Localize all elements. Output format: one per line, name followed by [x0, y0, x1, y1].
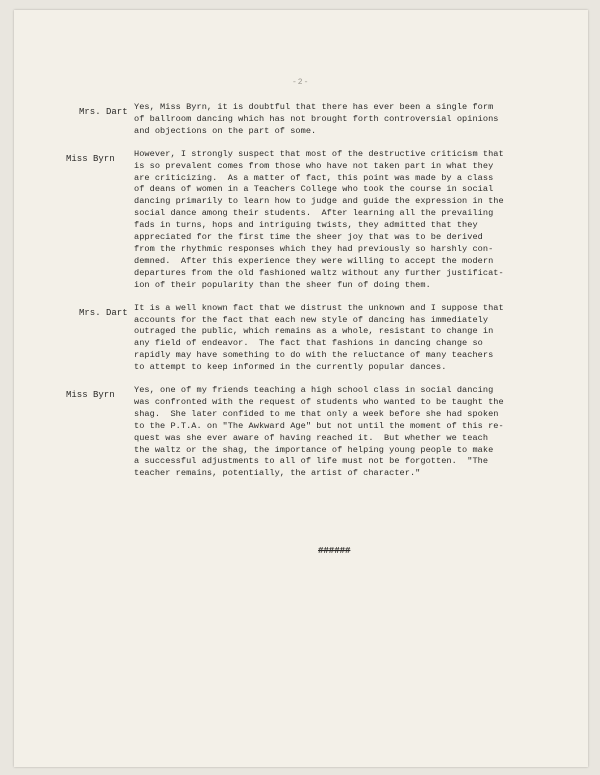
speech-text [134, 385, 578, 480]
speech-line: However, I strongly suspect that most of the destructive criticism that [134, 148, 504, 159]
end-mark: ###### [318, 546, 351, 556]
speech-line: was confronted with the request of students who wanted to be taught the [134, 396, 504, 407]
speech-line: the waltz or the shag, the importance of helping young people to make [134, 444, 494, 455]
speech-line: departures from the old fashioned waltz without any further justificat- [134, 267, 504, 278]
speaker-name: Miss Byrn [66, 153, 115, 164]
speech-line: to attempt to keep informed in the currently popular dances. [134, 362, 447, 373]
speech-line: a successful adjustments to all of life must not be forgotten. "The [134, 456, 489, 467]
page-number: -2- [292, 78, 310, 87]
speech-line: teacher remains, potentially, the artist of character." [134, 468, 421, 479]
speech-line: quest was she ever aware of having reached it. But whether we teach [134, 432, 489, 443]
dialogue-entry [66, 385, 578, 480]
speech-line: is so prevalent comes from those who have not taken part in what they [134, 160, 494, 171]
speaker-name: Miss Byrn [66, 390, 115, 401]
speech-line: Yes, one of my friends teaching a high school class in social dancing [134, 385, 494, 396]
speech-line: of ballroom dancing which has not brought forth controversial opinions [134, 113, 499, 124]
speech-line: fads in turns, hops and intriguing twists, they admitted that they [134, 220, 478, 231]
speech-line: accounts for the fact that each new style of dancing has immediately [134, 314, 489, 325]
speech-line: of deans of women in a Teachers College who took the course in social [134, 184, 494, 195]
dialogue-entry [66, 303, 578, 374]
dialogue-entry [66, 102, 578, 138]
speech-line: rapidly may have something to do with the reluctance of many teachers [134, 350, 494, 361]
speech-line: any field of endeavor. The fact that fashions in dancing change so [134, 338, 483, 349]
speech-line: dancing primarily to learn how to judge and guide the expression in the [134, 196, 504, 207]
speech-line: social dance among their students. After learning all the prevailing [134, 208, 494, 219]
speech-line: appreciated for the first time the sheer joy that was to be derived [134, 232, 483, 243]
speech-line: are criticizing. As a matter of fact, this point was made by a class [134, 172, 494, 183]
speech-line: outraged the public, which remains as a whole, resistant to change in [134, 326, 494, 337]
speech-line: shag. She later confided to me that only a week before she had spoken [134, 408, 499, 419]
speech-line: demned. After this experience they were willing to accept the modern [134, 255, 494, 266]
speech-text [134, 149, 578, 292]
speech-line: It is a well known fact that we distrust the unknown and I suppose that [134, 302, 504, 313]
dialogue-transcript [66, 102, 578, 491]
document-page [14, 10, 588, 767]
speaker-name: Mrs. Dart [79, 107, 128, 117]
speech-line: Yes, Miss Byrn, it is doubtful that there has ever been a single form [134, 102, 494, 112]
speech-line: and objections on the part of some. [134, 125, 317, 136]
speaker-name: Mrs. Dart [79, 307, 128, 318]
speech-line: to the P.T.A. on "The Awkward Age" but not until the moment of this re- [134, 420, 504, 431]
speech-line: ion of their popularity than the sheer fun of doing them. [134, 279, 431, 290]
dialogue-entry [66, 149, 578, 292]
speech-line: from the rhythmic responses which they had previously so harshly con- [134, 243, 494, 254]
speech-text [134, 102, 578, 138]
speech-text [134, 303, 578, 374]
